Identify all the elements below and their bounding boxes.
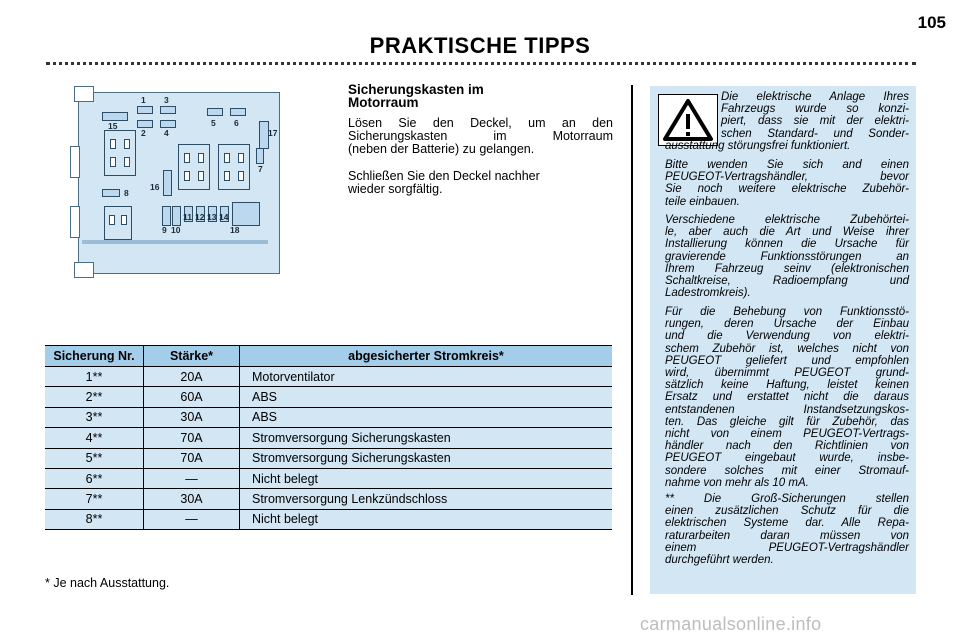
table-row — [45, 367, 612, 387]
fuse-18 — [232, 202, 260, 226]
cell: 20A — [144, 367, 240, 387]
table-row — [45, 428, 612, 448]
cell: 2** — [45, 387, 144, 407]
relay — [104, 206, 132, 240]
text-line: wieder sorgfältig. — [348, 182, 443, 196]
text-line: le, aber auch die Art und Weise ihrer — [665, 226, 909, 239]
text-line: elektrischen Systeme dar. Alle Repa- — [665, 517, 909, 530]
column-header: Stärke* — [144, 346, 240, 367]
fuse-3 — [160, 106, 176, 114]
fuse-label: 4 — [164, 128, 169, 138]
text-line: Die elektrische Anlage Ihres — [721, 91, 909, 103]
title-divider — [46, 62, 916, 65]
text-line: nahme von mehr als 10 mA. — [665, 476, 809, 489]
cell: 70A — [144, 448, 240, 468]
text-line: entstandenen Instandsetzungskos- — [665, 403, 909, 416]
fuse-6 — [230, 108, 246, 116]
fuse-10 — [172, 206, 181, 226]
text-line: Sicherungskasten im Motorraum — [348, 129, 613, 143]
fuse-label: 14 — [219, 212, 229, 222]
fuse-label: 9 — [162, 225, 167, 235]
cell: 7** — [45, 489, 144, 509]
text-line: piert, dass sie mit der elektri- — [721, 115, 909, 128]
cell: 3** — [45, 407, 144, 427]
page-number: 105 — [917, 13, 946, 32]
fuse-box-tab — [70, 146, 80, 178]
text-line: Fahrzeugs wurde so konzi- — [721, 103, 909, 116]
text-line: Sie noch weitere elektrische Zubehör- — [665, 183, 909, 196]
text-line: Installierung können die Ursache für — [665, 238, 909, 251]
cell: Nicht belegt — [240, 468, 613, 488]
fuse-label: 18 — [230, 225, 240, 235]
text-line: PEUGEOT geliefert und empfohlen — [665, 354, 909, 367]
cell: ABS — [240, 387, 613, 407]
fuse-label: 12 — [195, 212, 205, 222]
fuse-box-tab — [70, 206, 80, 238]
table-row — [45, 468, 612, 488]
text-line: sondere solches mit einer Stromauf- — [665, 464, 909, 477]
column-divider — [631, 85, 633, 595]
cell: Stromversorgung Sicherungskasten — [240, 428, 613, 448]
watermark: carmanualsonline.info — [640, 614, 822, 634]
text-line: Schaltkreise, Radioempfang und — [665, 275, 909, 288]
fuse-4 — [160, 120, 176, 128]
text-line: Bitte wenden Sie sich and einen — [665, 159, 909, 171]
fuse-label: 13 — [207, 212, 217, 222]
text-line: Ihrem Fahrzeug seinv (elektronischen — [665, 262, 909, 275]
text-line: Schließen Sie den Deckel nachher — [348, 169, 540, 183]
cell: — — [144, 468, 240, 488]
relay — [218, 144, 250, 190]
fuse-8 — [102, 189, 120, 197]
text-line: nicht von einem PEUGEOT-Vertrags- — [665, 428, 909, 441]
cell: 70A — [144, 428, 240, 448]
cell: — — [144, 509, 240, 529]
fuse-label: 6 — [234, 118, 239, 128]
table-row — [45, 448, 612, 468]
text-line: ** Die Groß-Sicherungen stellen — [665, 493, 909, 505]
text-line: ausstattung störungsfrei funktioniert. — [665, 140, 851, 152]
column-header: Sicherung Nr. — [45, 346, 144, 367]
footnote: * Je nach Ausstattung. — [45, 576, 170, 590]
fuse-9 — [162, 206, 171, 226]
text-line: (neben der Batterie) zu gelangen. — [348, 142, 535, 156]
table-row — [45, 509, 612, 529]
fuse-box-rail — [82, 240, 268, 244]
fuse-1 — [137, 106, 153, 114]
cell: Nicht belegt — [240, 509, 613, 529]
fuse-label: 2 — [141, 128, 146, 138]
text-line: PEUGEOT eingebaut wurde, insbe- — [665, 452, 909, 465]
column-header: abgesicherter Stromkreis* — [240, 346, 613, 367]
section-heading — [348, 83, 613, 109]
fuse-label: 16 — [150, 182, 160, 192]
cell: 30A — [144, 407, 240, 427]
fuse-label: 1 — [141, 95, 146, 105]
heading-line: Sicherungskasten im — [348, 82, 484, 97]
cell: 8** — [45, 509, 144, 529]
text-line: einem PEUGEOT-Vertragshändler — [665, 541, 909, 554]
fuse-box-diagram — [70, 86, 290, 278]
cell: 5** — [45, 448, 144, 468]
fuse-15 — [102, 112, 128, 121]
warning-text — [665, 214, 909, 299]
fuse-label: 8 — [124, 188, 129, 198]
text-line: Verschiedene elektrische Zubehörtei- — [665, 214, 909, 226]
text-line: ten. Das gleiche gilt für Zubehör, das — [665, 415, 909, 428]
text-line: raturarbeiten daran müssen von — [665, 529, 909, 542]
instruction-paragraph — [348, 117, 613, 156]
warning-text — [721, 91, 909, 140]
fuse-2 — [137, 120, 153, 128]
heading-line: Motorraum — [348, 95, 419, 110]
text-line: schem Zubehör ist, welches nicht von — [665, 342, 909, 355]
text-line: wird, übernimmt PEUGEOT grund- — [665, 367, 909, 380]
fuse-box-tab — [74, 262, 94, 278]
warning-text — [665, 306, 909, 489]
fuse-label: 10 — [171, 225, 181, 235]
text-line: gravierende Funktionsstörungen an — [665, 250, 909, 263]
cell: 60A — [144, 387, 240, 407]
cell: 6** — [45, 468, 144, 488]
warning-text — [665, 159, 909, 208]
text-line: PEUGEOT-Vertragshändler, bevor — [665, 171, 909, 184]
fuse-5 — [207, 108, 223, 116]
text-line: sätzlich keine Haftung, leistet keinen — [665, 379, 909, 392]
text-line: teile einbauen. — [665, 195, 740, 208]
fuse-label: 3 — [164, 95, 169, 105]
cell: 1** — [45, 367, 144, 387]
text-line: Ersatz und erstattet nicht die daraus — [665, 391, 909, 404]
fuse-label: 11 — [183, 212, 192, 222]
fuse-7 — [256, 148, 264, 164]
text-line: Ladestromkreis). — [665, 287, 751, 300]
table-row — [45, 407, 612, 427]
fuse-label: 17 — [268, 128, 278, 138]
cell: Motorventilator — [240, 367, 613, 387]
instruction-paragraph — [348, 170, 613, 196]
fuse-label: 7 — [258, 164, 263, 174]
text-line: rungen, deren Ursache der Einbau — [665, 318, 909, 331]
fuse-label: 5 — [211, 118, 216, 128]
relay — [178, 144, 210, 190]
warning-box — [650, 86, 916, 594]
table-header-row — [45, 346, 612, 367]
fuse-16 — [163, 170, 172, 196]
fuse-box-tab — [74, 86, 94, 102]
warning-triangle-icon — [658, 94, 718, 146]
cell: Stromversorgung Sicherungskasten — [240, 448, 613, 468]
cell: 4** — [45, 428, 144, 448]
cell: ABS — [240, 407, 613, 427]
page-title: PRAKTISCHE TIPPS — [369, 33, 591, 58]
fuse-table — [45, 345, 612, 530]
cell: Stromversorgung Lenkzündschloss — [240, 489, 613, 509]
text-line: und die Verwendung von elektri- — [665, 330, 909, 343]
table-row — [45, 387, 612, 407]
warning-text — [665, 493, 909, 566]
text-line: händler nach den Richtlinien von — [665, 440, 909, 453]
text-line: durchgeführt werden. — [665, 554, 774, 567]
relay — [104, 130, 136, 176]
fuse-label: 15 — [108, 121, 118, 131]
cell: 30A — [144, 489, 240, 509]
table-row — [45, 489, 612, 509]
text-line: schen Standard- und Sonder- — [721, 127, 909, 140]
text-line: Lösen Sie den Deckel, um an den — [348, 116, 613, 130]
warning-text — [665, 140, 909, 152]
text-line: Für die Behebung von Funktionsstö- — [665, 306, 909, 318]
text-line: einen zusätzlichen Schutz für die — [665, 505, 909, 518]
